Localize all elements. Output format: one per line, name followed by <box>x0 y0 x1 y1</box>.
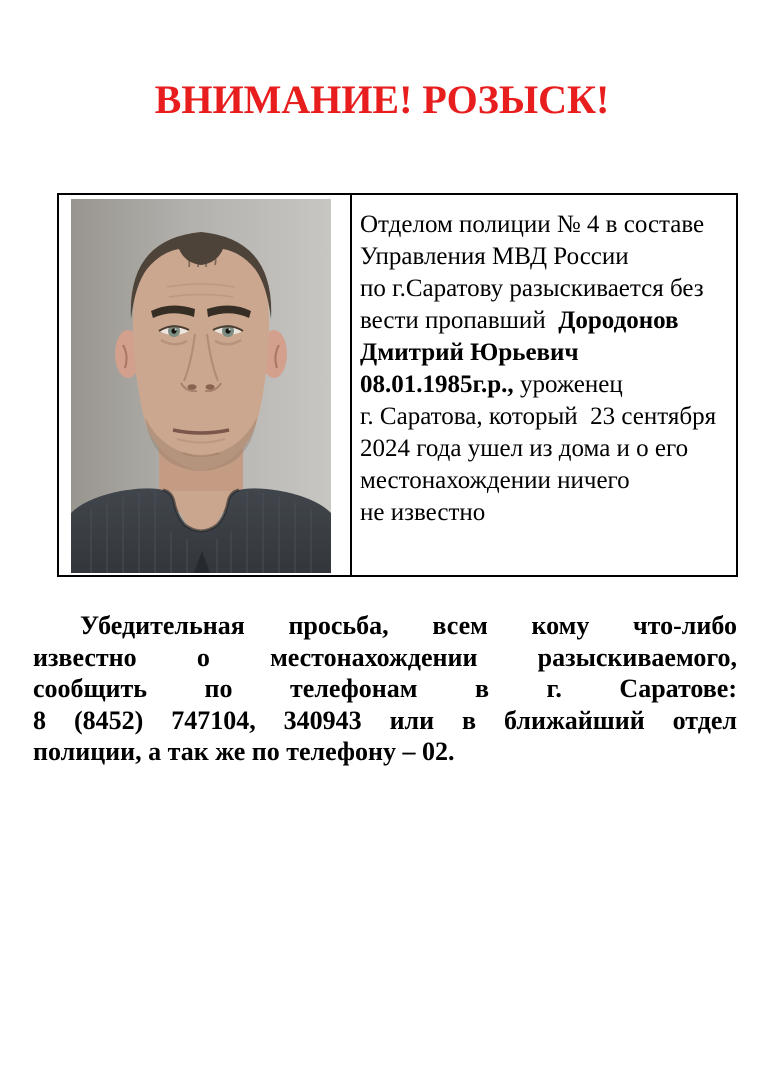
photo-cell <box>59 195 352 575</box>
info-line: не известно <box>360 499 486 526</box>
info-line: Управления МВД России <box>360 243 629 270</box>
info-line: по г.Саратову разыскивается без <box>360 275 704 302</box>
poster-title: ВНИМАНИЕ! РОЗЫСК! <box>154 77 610 122</box>
missing-person-photo-icon <box>71 199 331 573</box>
info-line: вести пропавший Дородонов <box>360 307 679 334</box>
info-line: Отделом полиции № 4 в составе <box>360 211 705 238</box>
info-line: Дмитрий Юрьевич <box>360 339 579 366</box>
info-line: местонахождении ничего <box>360 467 630 494</box>
appeal-line: полиции, а так же по телефону – 02. <box>33 737 455 766</box>
appeal-line: известно о местонахождении разыскиваемого, <box>33 642 737 672</box>
info-line: 2024 года ушел из дома и о его <box>360 435 689 462</box>
appeal-line: Убедительная просьба, всем кому что-либо <box>80 611 737 640</box>
info-line: г. Саратова, который 23 сентября <box>360 403 717 430</box>
info-line: 08.01.1985г.р., уроженец <box>360 371 623 398</box>
appeal-line: сообщить по телефонам в г. Саратове: <box>33 674 737 703</box>
notice-table <box>57 193 738 577</box>
appeal-paragraph <box>33 610 737 768</box>
appeal-line: 8 (8452) 747104, 340943 или в ближайший отдел <box>33 705 737 735</box>
person-info <box>352 195 736 575</box>
